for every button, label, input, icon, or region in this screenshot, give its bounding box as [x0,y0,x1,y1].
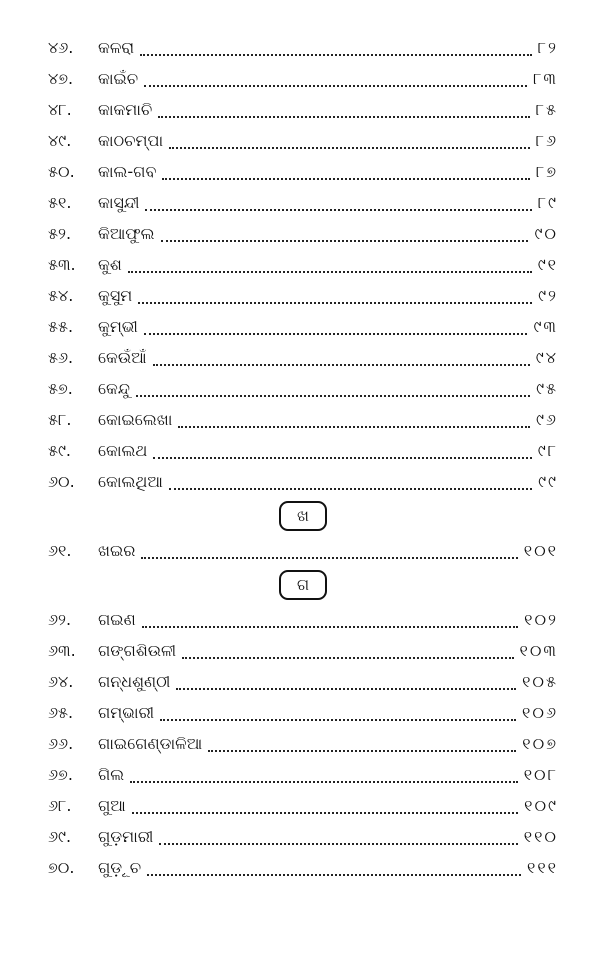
entry-number: ୪୯. [48,130,72,150]
entry-number: ୫୬. [48,347,74,367]
entry-page-number: ୧୦୫ [522,671,558,691]
entry-number: ୫୧. [48,192,72,212]
entry-page-number: ୧୦୮ [523,764,558,784]
entry-title: ଗିଲ [98,764,125,784]
entry-page-number: ୮୩ [533,68,558,88]
entry-number: ୫୫. [48,316,74,336]
toc-entry[interactable] [48,852,558,883]
entry-page-number: ୯୯ [538,471,558,491]
entry-title: କଳରା [98,37,135,57]
table-of-contents [48,32,558,883]
toc-entry[interactable] [48,32,558,63]
toc-entry[interactable] [48,435,558,466]
entry-number: ୪୭. [48,68,74,88]
entry-number: ୬୮. [48,795,72,815]
toc-entry[interactable] [48,790,558,821]
dot-leader [138,288,532,304]
dot-leader [178,412,530,428]
entry-title: କାକମାଚି [98,99,153,119]
entry-page-number: ୮୨ [537,37,558,57]
toc-entry[interactable] [48,373,558,404]
dot-leader [141,543,517,559]
toc-entry[interactable] [48,156,558,187]
dot-leader [169,133,529,149]
entry-number: ୬୭. [48,764,73,784]
entry-number: ୬୨. [48,609,72,629]
entry-number: ୬୧. [48,540,72,560]
dot-leader [208,736,516,752]
toc-entry[interactable] [48,535,558,566]
entry-title: ଗମ୍ଭାରୀ [98,702,155,722]
dot-leader [176,674,516,690]
toc-entry[interactable] [48,249,558,280]
entry-page-number: ୧୦୭ [522,733,558,753]
entry-page-number: ୮୬ [535,130,558,150]
dot-leader [162,164,529,180]
toc-entry[interactable] [48,63,558,94]
dot-leader [142,612,518,628]
dot-leader [169,474,532,490]
dot-leader [145,195,531,211]
toc-entry[interactable] [48,218,558,249]
entry-number: ୬୩. [48,640,76,660]
entry-number: ୫୮. [48,409,72,429]
entry-number: ୫୪. [48,285,74,305]
entry-page-number: ୧୦୨ [524,609,558,629]
entry-title: କୁମ୍ଭୀ [98,316,138,336]
dot-leader [153,443,531,459]
entry-title: ଗନ୍ଧଶୁଣ୍ଠୀ [98,671,171,691]
toc-entry[interactable] [48,759,558,790]
dot-leader [128,257,532,273]
entry-title: ଖଇର [98,540,136,560]
toc-entry[interactable] [48,125,558,156]
toc-entry[interactable] [48,342,558,373]
dot-leader [140,40,532,56]
entry-title: କିଆଫୁଲ [98,223,155,243]
toc-entry[interactable] [48,404,558,435]
section-heading [48,497,558,535]
section-letter-box: ଗ [279,570,327,600]
entry-number: ୫୭. [48,378,73,398]
entry-title: ଗାଇଗେଣ୍ଡାଳିଆ [98,733,203,753]
entry-title: ଗୁଆ [98,795,126,815]
entry-title: ଗଙ୍ଗଶିଉଳୀ [98,640,177,660]
dot-leader [132,798,518,814]
entry-number: ୭୦. [48,857,75,877]
toc-entry[interactable] [48,666,558,697]
entry-page-number: ୯୧ [537,254,558,274]
entry-title: କେଉଁଆଁ [98,347,147,367]
toc-entry[interactable] [48,466,558,497]
entry-number: ୬୯. [48,826,72,846]
dot-leader [144,71,527,87]
section-letter-box: ଖ [279,501,327,531]
entry-page-number: ୯୬ [535,409,558,429]
entry-page-number: ୮୭ [535,161,558,181]
entry-title: କାଲ-ଗବ [98,161,157,181]
entry-page-number: ୯୫ [536,378,558,398]
entry-page-number: ୯୪ [535,347,558,367]
entry-page-number: ୮୫ [535,99,558,119]
entry-title: କୁଶ [98,254,122,274]
entry-page-number: ୧୧୦ [523,826,558,846]
entry-number: ୪୬. [48,37,74,57]
entry-page-number: ୯୨ [538,285,558,305]
dot-leader [160,705,516,721]
toc-entry[interactable] [48,728,558,759]
entry-title: ଗୁଡ଼ୂଚ [98,857,142,877]
dot-leader [182,643,513,659]
dot-leader [147,860,521,876]
entry-page-number: ୯୮ [537,440,558,460]
entry-number: ୫୯. [48,440,72,460]
toc-entry[interactable] [48,280,558,311]
dot-leader [136,381,530,397]
entry-title: ଗୁଡ଼ମାରୀ [98,826,154,846]
toc-entry[interactable] [48,821,558,852]
entry-number: ୬୬. [48,733,74,753]
entry-number: ୬୦. [48,471,75,491]
toc-entry[interactable] [48,187,558,218]
entry-number: ୬୪. [48,671,74,691]
entry-number: ୫୨. [48,223,72,243]
entry-title: କାସୁନ୍ଦୀ [98,192,140,212]
entry-number: ୫୩. [48,254,76,274]
entry-page-number: ୯୩ [533,316,558,336]
section-heading [48,566,558,604]
entry-title: କାଇଁଚ [98,68,139,88]
entry-title: କୋଲଥିଆ [98,471,163,491]
dot-leader [153,350,530,366]
entry-page-number: ୧୦୯ [524,795,558,815]
dot-leader [159,829,517,845]
entry-page-number: ୧୦୩ [519,640,558,660]
toc-entry[interactable] [48,604,558,635]
toc-entry[interactable] [48,311,558,342]
entry-title: କେନ୍ଦୁ [98,378,130,398]
entry-number: ୬୫. [48,702,74,722]
entry-title: କୁସୁମ [98,285,133,305]
toc-entry[interactable] [48,94,558,125]
entry-title: ଗଇଣ [98,609,136,629]
toc-entry[interactable] [48,697,558,728]
entry-page-number: ୧୦୧ [523,540,558,560]
entry-page-number: ୮୯ [537,192,558,212]
entry-page-number: ୯୦ [534,223,558,243]
entry-title: କୋଇଲେଖା [98,409,173,429]
toc-entry[interactable] [48,635,558,666]
entry-page-number: ୧୦୬ [522,702,558,722]
dot-leader [144,319,528,335]
entry-title: କୋଲଥ [98,440,148,460]
dot-leader [161,226,529,242]
entry-page-number: ୧୧୧ [526,857,558,877]
entry-number: ୪୮. [48,99,72,119]
dot-leader [130,767,518,783]
entry-title: କାଠଚମ୍ପା [98,130,164,150]
entry-number: ୫୦. [48,161,75,181]
dot-leader [158,102,529,118]
